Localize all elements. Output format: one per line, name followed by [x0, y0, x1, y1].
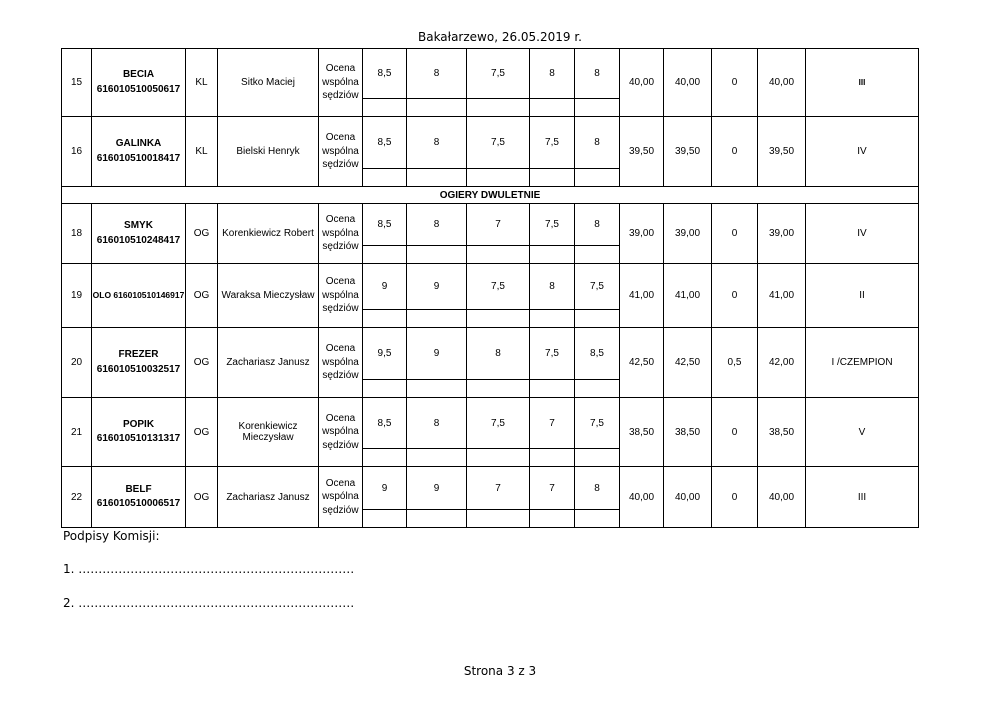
signature-line-2: 2. ……………………………………………………………: [63, 596, 355, 610]
score-empty-cell: [363, 310, 407, 328]
penalty: 0: [712, 398, 758, 467]
category: KL: [186, 49, 218, 117]
score-empty-cell: [530, 246, 575, 264]
horse-name: [92, 264, 186, 328]
horse-id: 616010510248417: [96, 234, 181, 246]
score-empty-cell: [363, 380, 407, 398]
score-empty-cell: [363, 246, 407, 264]
score-1: 8,5: [363, 117, 407, 169]
score-empty-cell: [407, 310, 467, 328]
score-2: 8: [407, 398, 467, 449]
final-score: 39,50: [758, 117, 806, 187]
horse-name-text: OLO 616010510146917: [92, 290, 185, 301]
section-row: [62, 187, 919, 204]
owner: Bielski Henryk: [218, 117, 319, 187]
score-empty-cell: [575, 169, 620, 187]
score-empty-cell: [530, 449, 575, 467]
category: KL: [186, 117, 218, 187]
score-5: 8: [575, 49, 620, 99]
owner: Sitko Maciej: [218, 49, 319, 117]
category: OG: [186, 264, 218, 328]
score-empty-cell: [575, 99, 620, 117]
final-score: 42,00: [758, 328, 806, 398]
score-sum: 40,00: [620, 467, 664, 528]
score-4: 8: [530, 264, 575, 310]
score-1: 8,5: [363, 49, 407, 99]
score-empty-cell: [407, 99, 467, 117]
final-score: 39,00: [758, 204, 806, 264]
score-5: 8: [575, 204, 620, 246]
scoring-label: Ocena wspólna sędziów: [319, 467, 363, 528]
score-3: 8: [467, 328, 530, 380]
scoring-label: Ocena wspólna sędziów: [319, 117, 363, 187]
final-score: 41,00: [758, 264, 806, 328]
score-empty-cell: [530, 99, 575, 117]
score-5: 8: [575, 467, 620, 510]
horse-name-text: BECIA: [122, 69, 155, 80]
score-4: 7,5: [530, 117, 575, 169]
entry-number: 21: [62, 398, 92, 467]
score-empty-cell: [407, 380, 467, 398]
score-empty-cell: [530, 380, 575, 398]
score-sum-2: 39,00: [664, 204, 712, 264]
category: OG: [186, 467, 218, 528]
owner: Korenkiewicz Mieczysław: [218, 398, 319, 467]
entry-number: 22: [62, 467, 92, 528]
score-sum-2: 39,50: [664, 117, 712, 187]
placement: IV: [806, 117, 919, 187]
score-empty-cell: [467, 449, 530, 467]
score-empty-cell: [407, 246, 467, 264]
score-4: 7: [530, 467, 575, 510]
score-empty-cell: [530, 510, 575, 528]
placement: III: [806, 467, 919, 528]
score-empty-cell: [407, 169, 467, 187]
horse-name-text: POPIK: [122, 418, 155, 430]
score-sum: 40,00: [620, 49, 664, 117]
table-row: [62, 398, 919, 449]
score-empty-cell: [467, 310, 530, 328]
score-3: 7: [467, 467, 530, 510]
score-sum: 38,50: [620, 398, 664, 467]
table-row: [62, 117, 919, 169]
penalty: 0: [712, 264, 758, 328]
horse-name: [92, 204, 186, 264]
score-5: 8: [575, 117, 620, 169]
penalty: 0: [712, 204, 758, 264]
score-sum-2: 42,50: [664, 328, 712, 398]
score-2: 9: [407, 467, 467, 510]
score-empty-cell: [575, 380, 620, 398]
scoring-label: Ocena wspólna sędziów: [319, 49, 363, 117]
score-empty-cell: [467, 510, 530, 528]
table-row: [62, 49, 919, 99]
score-sum: 39,50: [620, 117, 664, 187]
penalty: 0: [712, 467, 758, 528]
page-number: Strona 3 z 3: [463, 664, 537, 678]
score-empty-cell: [467, 380, 530, 398]
score-empty-cell: [363, 99, 407, 117]
category: OG: [186, 328, 218, 398]
horse-name: [92, 398, 186, 467]
owner: Zachariasz Janusz: [218, 467, 319, 528]
score-4: 7: [530, 398, 575, 449]
score-empty-cell: [467, 99, 530, 117]
score-4: 7,5: [530, 204, 575, 246]
score-1: 9,5: [363, 328, 407, 380]
page-header: Bakałarzewo, 26.05.2019 r.: [417, 30, 582, 44]
score-1: 9: [363, 264, 407, 310]
score-empty-cell: [575, 246, 620, 264]
horse-name: [92, 328, 186, 398]
horse-name: [92, 467, 186, 528]
signature-line-1: 1. ……………………………………………………………: [63, 562, 355, 576]
horse-name: [92, 117, 186, 187]
score-sum-2: 40,00: [664, 49, 712, 117]
score-empty-cell: [575, 510, 620, 528]
score-2: 8: [407, 117, 467, 169]
score-2: 8: [407, 49, 467, 99]
owner: Korenkiewicz Robert: [218, 204, 319, 264]
horse-name-text: FREZER: [118, 349, 159, 360]
horse-name-text: GALINKA: [115, 138, 162, 149]
score-3: 7: [467, 204, 530, 246]
entry-number: 16: [62, 117, 92, 187]
owner: Waraksa Mieczysław: [218, 264, 319, 328]
scoring-label: Ocena wspólna sędziów: [319, 204, 363, 264]
score-empty-cell: [467, 169, 530, 187]
score-empty-cell: [530, 169, 575, 187]
score-empty-cell: [575, 310, 620, 328]
score-1: 9: [363, 467, 407, 510]
placement: V: [806, 398, 919, 467]
penalty: 0: [712, 49, 758, 117]
scoring-label: Ocena wspólna sędziów: [319, 264, 363, 328]
score-empty-cell: [467, 246, 530, 264]
score-empty-cell: [363, 449, 407, 467]
score-2: 8: [407, 204, 467, 246]
horse-id: 616010510032517: [96, 363, 181, 375]
score-3: 7,5: [467, 49, 530, 99]
scoring-label: Ocena wspólna sędziów: [319, 398, 363, 467]
scoring-label: Ocena wspólna sędziów: [319, 328, 363, 398]
final-score: 40,00: [758, 49, 806, 117]
score-empty-cell: [575, 449, 620, 467]
score-4: 8: [530, 49, 575, 99]
horse-id: 616010510006517: [96, 498, 181, 509]
score-1: 8,5: [363, 204, 407, 246]
owner: Zachariasz Janusz: [218, 328, 319, 398]
score-empty-cell: [530, 310, 575, 328]
score-sum: 39,00: [620, 204, 664, 264]
score-sum: 42,50: [620, 328, 664, 398]
score-sum: 41,00: [620, 264, 664, 328]
table-row: [62, 204, 919, 246]
signatures-title: Podpisy Komisji:: [63, 529, 160, 543]
score-empty-cell: [363, 510, 407, 528]
score-sum-2: 38,50: [664, 398, 712, 467]
penalty: 0: [712, 117, 758, 187]
horse-name-text: SMYK: [124, 220, 153, 231]
score-3: 7,5: [467, 398, 530, 449]
horse-id: 616010510018417: [96, 152, 181, 164]
score-4: 7,5: [530, 328, 575, 380]
category: OG: [186, 398, 218, 467]
placement: I /CZEMPION: [806, 328, 919, 398]
entry-number: 18: [62, 204, 92, 264]
placement: III: [806, 49, 919, 117]
placement: IV: [806, 204, 919, 264]
horse-id: 616010510050617: [96, 83, 181, 95]
score-5: 7,5: [575, 264, 620, 310]
final-score: 38,50: [758, 398, 806, 467]
section-title: OGIERY DWULETNIE: [62, 187, 919, 204]
category: OG: [186, 204, 218, 264]
horse-id: 616010510131317: [96, 433, 181, 444]
horse-name-text: BELF: [125, 483, 152, 495]
score-3: 7,5: [467, 264, 530, 310]
horse-name: [92, 49, 186, 117]
score-empty-cell: [363, 169, 407, 187]
score-empty-cell: [407, 510, 467, 528]
score-sum-2: 41,00: [664, 264, 712, 328]
score-2: 9: [407, 328, 467, 380]
entry-number: 15: [62, 49, 92, 117]
table-row: [62, 467, 919, 510]
entry-number: 19: [62, 264, 92, 328]
table-row: [62, 264, 919, 310]
score-2: 9: [407, 264, 467, 310]
score-5: 7,5: [575, 398, 620, 449]
entry-number: 20: [62, 328, 92, 398]
results-table: [61, 48, 919, 528]
table-row: [62, 328, 919, 380]
final-score: 40,00: [758, 467, 806, 528]
score-3: 7,5: [467, 117, 530, 169]
placement: II: [806, 264, 919, 328]
score-empty-cell: [407, 449, 467, 467]
score-1: 8,5: [363, 398, 407, 449]
score-5: 8,5: [575, 328, 620, 380]
score-sum-2: 40,00: [664, 467, 712, 528]
penalty: 0,5: [712, 328, 758, 398]
